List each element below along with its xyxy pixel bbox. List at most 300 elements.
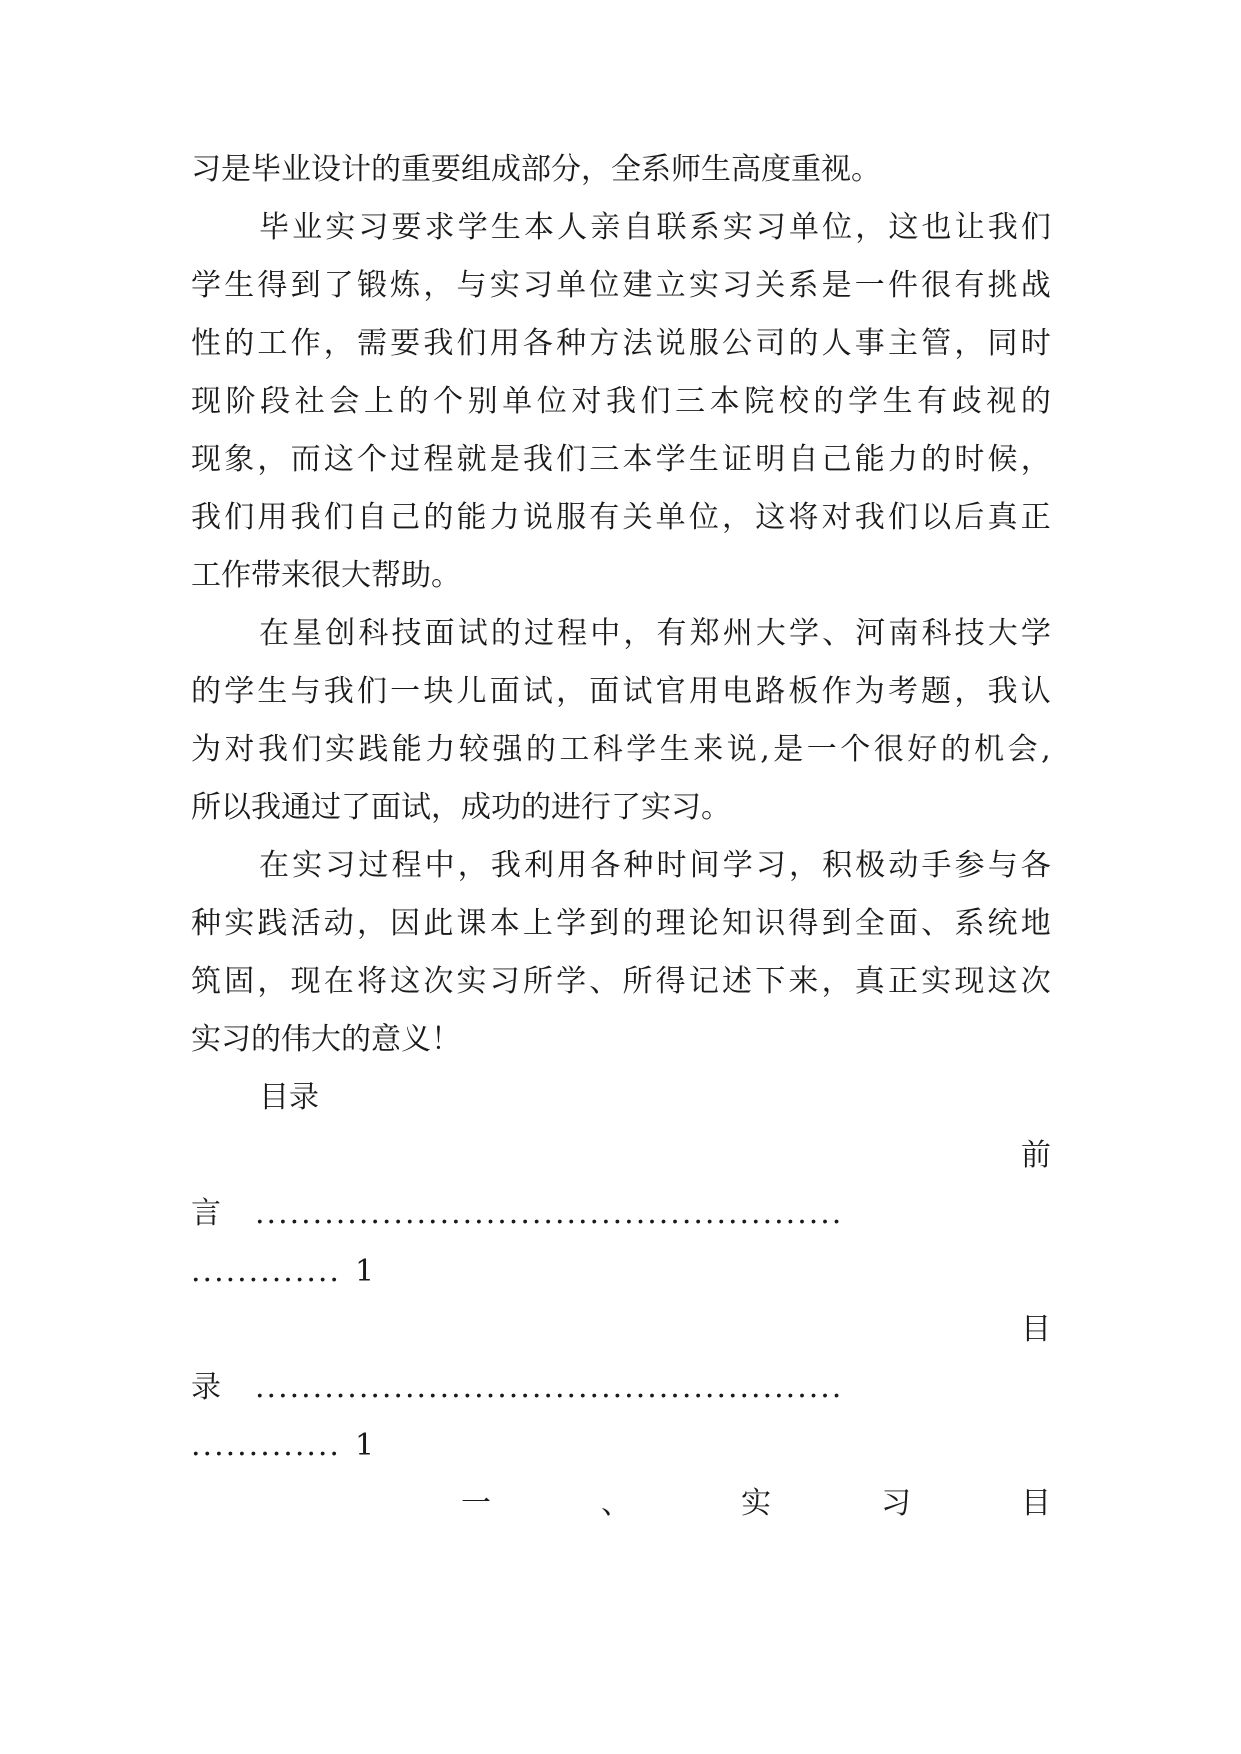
toc-leader-dots: ................................................... (255, 1370, 844, 1405)
body-char: 、 (822, 616, 853, 651)
body-char: 件 (887, 268, 918, 303)
body-char: 别 (467, 384, 498, 419)
body-char: 毕 (259, 210, 289, 245)
toc-entry-row[interactable] (191, 1426, 1051, 1466)
toc-entry-row[interactable] (191, 1252, 1051, 1292)
body-char: 识 (755, 906, 786, 941)
body-char: 与 (456, 268, 487, 303)
body-char: 我 (323, 674, 354, 709)
body-char: 科 (358, 616, 389, 651)
body-char: 技 (954, 616, 985, 651)
body-char: 河 (855, 616, 886, 651)
body-line: 习是毕业设计的重要组成部分，全系师生高度重视。 (191, 152, 881, 187)
body-char: 次 (1020, 964, 1051, 999)
body-char: 上 (522, 906, 553, 941)
body-char: 学 (191, 268, 221, 303)
body-char: 郑 (689, 616, 720, 651)
body-char: 到 (821, 906, 852, 941)
body-char: 们 (556, 442, 587, 477)
body-char: 的 (921, 442, 952, 477)
body-char: 本 (709, 384, 740, 419)
body-char: 主 (887, 326, 918, 361)
body-line (191, 672, 1051, 712)
body-char: 人 (821, 326, 852, 361)
body-char: 生 (882, 384, 913, 419)
body-line (191, 498, 1051, 538)
body-char: 全 (854, 906, 885, 941)
body-char: 时 (1020, 326, 1051, 361)
body-char: 筑 (191, 964, 221, 999)
body-char: 为 (191, 732, 221, 767)
body-char: ， (323, 326, 354, 361)
toc-entry-char-top: 前 (1021, 1138, 1051, 1173)
body-char: 本 (524, 210, 554, 245)
body-char: 很 (921, 268, 952, 303)
body-char: 单 (655, 500, 686, 535)
body-char: 我 (423, 326, 454, 361)
body-char: 位 (822, 210, 853, 245)
body-char: 论 (688, 906, 719, 941)
body-line (259, 614, 1051, 654)
body-char: 利 (524, 848, 554, 883)
body-char: 我 (987, 210, 1018, 245)
body-char: 习 (722, 268, 752, 303)
body-char: 地 (1020, 906, 1051, 941)
body-char: 能 (391, 732, 422, 767)
body-char: 单 (502, 384, 533, 419)
body-char: 单 (556, 268, 587, 303)
body-char: 位 (589, 268, 620, 303)
body-char: 方 (589, 326, 620, 361)
body-char: 个 (840, 732, 871, 767)
body-char: 阶 (225, 384, 256, 419)
body-char: 生 (688, 442, 719, 477)
body-char: 对 (224, 732, 255, 767)
body-char: 用 (688, 674, 719, 709)
body-char: 下 (755, 964, 786, 999)
body-char: 我 (987, 674, 1018, 709)
body-char: 来 (788, 964, 819, 999)
body-char: ， (257, 442, 288, 477)
body-char: 得 (655, 964, 686, 999)
body-char: 实 (489, 268, 520, 303)
body-char: 事 (854, 326, 885, 361)
body-char: 强 (492, 732, 523, 767)
body-char: 们 (356, 674, 387, 709)
body-char: 用 (557, 848, 588, 883)
body-char: 时 (656, 848, 687, 883)
body-char: 很 (873, 732, 904, 767)
body-char: 的 (398, 384, 429, 419)
body-char: 我 (605, 384, 636, 419)
body-char: 试 (457, 616, 488, 651)
body-char: 认 (1020, 674, 1051, 709)
body-char: 到 (589, 906, 620, 941)
body-char: 习 (755, 210, 786, 245)
body-char: 实 (325, 210, 356, 245)
body-char: 工 (257, 326, 288, 361)
body-char: 将 (788, 500, 819, 535)
body-char: 是 (489, 442, 520, 477)
body-char: 与 (987, 848, 1018, 883)
body-char: 正 (887, 964, 918, 999)
body-char: 这 (987, 964, 1018, 999)
body-char: 极 (855, 848, 886, 883)
body-char: 对 (821, 500, 852, 535)
toc-next-entry[interactable]: 一 、 实 习 目 (461, 1486, 1051, 1521)
toc-entry-char-bottom: 录 (191, 1370, 221, 1405)
body-char: 在 (323, 964, 354, 999)
body-char: 中 (590, 616, 621, 651)
body-char: 中 (424, 848, 455, 883)
body-char: 亲 (590, 210, 621, 245)
body-char: 性 (191, 326, 221, 361)
body-char: 的 (423, 500, 454, 535)
body-char: 种 (556, 326, 587, 361)
body-char: 力 (425, 732, 456, 767)
body-char: 对 (571, 384, 602, 419)
body-line (259, 208, 1051, 248)
body-char: 电 (722, 674, 752, 709)
body-char: 现 (290, 964, 321, 999)
body-char: ， (954, 674, 985, 709)
body-char: 正 (1020, 500, 1051, 535)
body-char: 实 (921, 964, 952, 999)
body-char: 就 (456, 442, 487, 477)
body-char: ， (1020, 442, 1051, 477)
body-char: , (760, 732, 770, 767)
body-char: 锻 (356, 268, 387, 303)
body-char: 自 (356, 500, 387, 535)
body-char: 学 (626, 732, 657, 767)
body-char: 述 (722, 964, 752, 999)
body-char: 科 (921, 616, 952, 651)
body-char: 用 (489, 326, 520, 361)
body-char: 的 (940, 732, 971, 767)
body-char: 上 (363, 384, 394, 419)
toc-entry-row[interactable] (191, 1194, 1051, 1234)
body-line (191, 382, 1051, 422)
body-char: 一 (854, 268, 885, 303)
body-char: 们 (887, 500, 918, 535)
body-char: 需 (356, 326, 387, 361)
toc-page-number: 1 (354, 1428, 375, 1463)
body-line (259, 846, 1051, 886)
body-char: 这 (390, 964, 421, 999)
body-char: 司 (755, 326, 786, 361)
body-char: 能 (854, 442, 885, 477)
toc-entry-char-top: 目 (1021, 1312, 1051, 1347)
toc-page-number: 1 (354, 1254, 375, 1289)
body-char: 象 (224, 442, 255, 477)
body-char: 们 (456, 326, 487, 361)
body-char: 面 (589, 674, 620, 709)
body-char: 习 (325, 848, 356, 883)
body-line (191, 730, 1051, 770)
body-char: ， (855, 210, 886, 245)
body-char: 习 (489, 964, 520, 999)
body-char: 这 (323, 442, 354, 477)
body-char: 说 (726, 732, 757, 767)
body-char: 块 (423, 674, 454, 709)
body-char: 活 (290, 906, 321, 941)
body-char: 我 (522, 442, 553, 477)
body-char: 联 (656, 210, 687, 245)
body-char: 们 (291, 732, 322, 767)
body-char: 较 (458, 732, 489, 767)
body-char: 公 (722, 326, 752, 361)
body-char: 践 (257, 906, 288, 941)
body-char: 要 (391, 210, 422, 245)
body-char: 能 (456, 500, 487, 535)
body-char: 科 (592, 732, 623, 767)
body-char: ， (789, 848, 819, 883)
body-char: ， (821, 964, 852, 999)
body-char: 位 (536, 384, 567, 419)
body-char: 挑 (987, 268, 1018, 303)
body-char: 真 (987, 500, 1018, 535)
body-char: 学 (556, 964, 587, 999)
body-char: 面 (489, 674, 520, 709)
body-char: 程 (423, 442, 454, 477)
body-line (191, 266, 1051, 306)
body-char: 试 (522, 674, 553, 709)
body-char: 实 (456, 964, 487, 999)
body-char: 习 (358, 210, 389, 245)
body-char: 会 (329, 384, 360, 419)
toc-entry-char-bottom: 言 (191, 1196, 221, 1231)
body-char: 生 (224, 268, 255, 303)
body-char: 学 (655, 442, 686, 477)
body-char: 实 (722, 210, 753, 245)
body-char: 得 (788, 906, 819, 941)
body-char: 炼 (390, 268, 421, 303)
body-line (191, 440, 1051, 480)
body-char: 在 (259, 848, 289, 883)
body-char: 自 (623, 210, 654, 245)
body-char: 说 (522, 500, 553, 535)
body-char: 服 (688, 326, 719, 361)
body-char: ， (722, 500, 752, 535)
body-char: 证 (722, 442, 752, 477)
body-char: 各 (522, 326, 553, 361)
body-char: 的 (224, 326, 255, 361)
body-char: 板 (788, 674, 819, 709)
body-char: 实 (224, 906, 255, 941)
body-char: 服 (556, 500, 587, 535)
body-char: 学 (224, 674, 255, 709)
body-char: 来 (693, 732, 724, 767)
body-char: 人 (557, 210, 588, 245)
body-char: 理 (655, 906, 686, 941)
body-char: ， (457, 848, 488, 883)
body-char: 现 (954, 964, 985, 999)
body-char: , (1041, 732, 1051, 767)
body-char: 程 (391, 848, 422, 883)
body-char: 我 (191, 500, 221, 535)
body-char: 得 (257, 268, 288, 303)
body-char: 此 (423, 906, 454, 941)
body-char: 社 (294, 384, 325, 419)
body-char: 在 (259, 616, 289, 651)
body-char: 让 (954, 210, 985, 245)
body-char: 本 (622, 442, 653, 477)
body-char: 说 (655, 326, 686, 361)
body-char: 一 (390, 674, 421, 709)
body-char: 种 (191, 906, 221, 941)
body-char: 的 (622, 906, 653, 941)
body-char: 官 (655, 674, 686, 709)
body-line: 实习的伟大的意义！ (191, 1022, 461, 1057)
body-char: 业 (292, 210, 323, 245)
body-char: 积 (822, 848, 853, 883)
body-char: 以 (921, 500, 952, 535)
body-char: 后 (954, 500, 985, 535)
body-char: 记 (688, 964, 719, 999)
body-char: 统 (987, 906, 1018, 941)
body-char: 大 (755, 616, 786, 651)
body-char: 我 (257, 732, 288, 767)
body-char: 这 (888, 210, 919, 245)
body-char: 工 (559, 732, 590, 767)
body-char: 院 (744, 384, 775, 419)
body-char: 校 (778, 384, 809, 419)
body-char: 系 (954, 906, 985, 941)
body-char: 习 (755, 848, 786, 883)
body-char: 单 (789, 210, 819, 245)
body-char: 所 (522, 964, 553, 999)
body-char: 我 (490, 848, 521, 883)
body-char: 机 (974, 732, 1005, 767)
body-char: 的 (191, 674, 221, 709)
body-char: 也 (921, 210, 952, 245)
body-char: 求 (424, 210, 455, 245)
body-char: 生 (659, 732, 690, 767)
body-char: 们 (640, 384, 671, 419)
body-char: ， (623, 616, 654, 651)
body-char: 是 (773, 732, 804, 767)
body-char: 立 (655, 268, 686, 303)
body-char: 个 (433, 384, 464, 419)
body-char: ， (954, 326, 985, 361)
body-char: 题 (921, 674, 952, 709)
body-char: 自 (788, 442, 819, 477)
body-char: 技 (391, 616, 422, 651)
body-char: 个 (356, 442, 387, 477)
body-char: 关 (622, 500, 653, 535)
body-char: 各 (590, 848, 621, 883)
toc-heading: 目录 (259, 1080, 319, 1115)
body-char: 法 (622, 326, 653, 361)
body-char: 我 (290, 500, 321, 535)
body-char: ， (257, 964, 288, 999)
body-char: 三 (589, 442, 620, 477)
body-char: 时 (954, 442, 985, 477)
body-char: 次 (423, 964, 454, 999)
body-char: 们 (224, 500, 255, 535)
body-char: 的 (813, 384, 844, 419)
body-char: 种 (623, 848, 654, 883)
body-char: 的 (490, 616, 521, 651)
body-char: 位 (688, 500, 719, 535)
body-char: ， (423, 268, 454, 303)
body-line (191, 324, 1051, 364)
body-char: 战 (1020, 268, 1051, 303)
body-char: 动 (323, 906, 354, 941)
body-char: 现 (191, 442, 221, 477)
body-char: 、 (921, 906, 952, 941)
toc-leader-dots: ............. (191, 1428, 341, 1463)
body-char: 实 (688, 268, 719, 303)
body-char: 会 (1007, 732, 1038, 767)
body-char: 过 (358, 848, 389, 883)
body-char: 学 (789, 616, 819, 651)
body-char: 系 (689, 210, 720, 245)
body-char: 手 (921, 848, 952, 883)
body-char: 课 (456, 906, 487, 941)
body-char: 用 (257, 500, 288, 535)
body-char: 段 (260, 384, 291, 419)
body-char: 要 (390, 326, 421, 361)
toc-leader-dots: ................................................... (255, 1196, 844, 1231)
body-line (191, 962, 1051, 1002)
body-line: 工作带来很大帮助。 (191, 558, 461, 593)
toc-entry-row[interactable] (191, 1368, 1051, 1408)
body-char: 力 (489, 500, 520, 535)
body-char: 将 (356, 964, 387, 999)
body-char: 创 (325, 616, 356, 651)
body-char: 有 (954, 268, 985, 303)
body-line: 所以我通过了面试，成功的进行了实习。 (191, 790, 731, 825)
body-char: 们 (323, 500, 354, 535)
body-char: 了 (323, 268, 354, 303)
body-char: 面 (424, 616, 455, 651)
body-char: 、 (589, 964, 620, 999)
body-char: 明 (755, 442, 786, 477)
body-char: 现 (191, 384, 221, 419)
body-char: 儿 (456, 674, 487, 709)
body-char: 到 (290, 268, 321, 303)
body-char: 州 (722, 616, 753, 651)
body-char: 己 (821, 442, 852, 477)
body-char: 有 (656, 616, 687, 651)
body-line (191, 904, 1051, 944)
body-char: 为 (854, 674, 885, 709)
body-char: 歧 (951, 384, 982, 419)
body-char: 是 (821, 268, 852, 303)
body-char: 有 (917, 384, 948, 419)
toc-leader-dots: ............. (191, 1254, 341, 1289)
body-char: 动 (888, 848, 919, 883)
body-char: 一 (806, 732, 837, 767)
body-char: 与 (290, 674, 321, 709)
body-char: 学 (847, 384, 878, 419)
body-char: 有 (589, 500, 620, 535)
body-char: 南 (888, 616, 919, 651)
body-char: 大 (987, 616, 1018, 651)
body-char: 生 (490, 210, 521, 245)
body-char: 管 (921, 326, 952, 361)
body-char: 过 (524, 616, 554, 651)
body-char: 践 (358, 732, 389, 767)
body-char: 学 (457, 210, 488, 245)
body-char: 星 (292, 616, 323, 651)
body-char: 实 (292, 848, 323, 883)
body-char: 各 (1020, 848, 1051, 883)
body-char: 实 (324, 732, 355, 767)
body-char: 作 (290, 326, 321, 361)
body-char: 程 (557, 616, 588, 651)
